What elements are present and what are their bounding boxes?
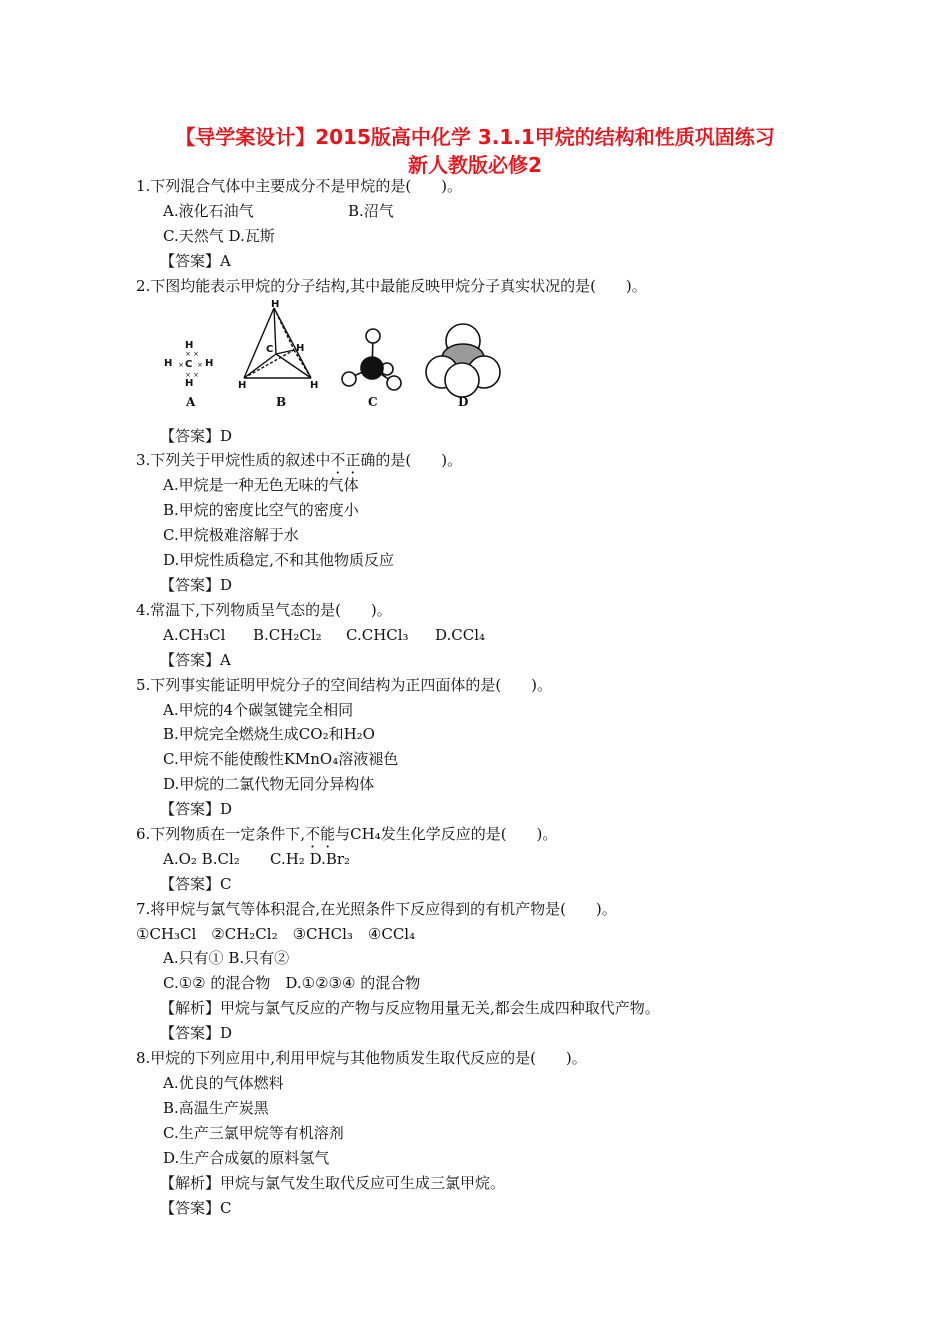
svg-text:C: C: [266, 344, 274, 355]
q4-option-c: C.CHCl₃: [346, 626, 409, 644]
q7-items: ①CH₃Cl ②CH₂Cl₂ ③CHCl₃ ④CCl₄: [136, 925, 416, 943]
question-3-stem: 3.下列关于甲烷性质的叙述中不正确的是( )。: [136, 451, 463, 469]
svg-text:H: H: [238, 380, 247, 391]
svg-text:× ×: × ×: [185, 371, 199, 379]
q1-option-cd: C.天然气 D.瓦斯: [163, 227, 275, 245]
q8-analysis: 【解析】甲烷与氯气发生取代反应可生成三氯甲烷。: [160, 1174, 506, 1192]
question-8-stem: 8.甲烷的下列应用中,利用甲烷与其他物质发生取代反应的是( )。: [136, 1049, 587, 1067]
svg-text:H: H: [310, 380, 319, 391]
svg-text:× ×: × ×: [185, 350, 199, 358]
svg-text:H: H: [185, 340, 194, 351]
figure-label-c: C: [368, 395, 378, 409]
q5-option-b: B.甲烷完全燃烧生成CO₂和H₂O: [163, 725, 375, 743]
q7-answer: 【答案】D: [160, 1024, 233, 1042]
svg-text:×: ×: [178, 361, 184, 369]
q5-option-a: A.甲烷的4个碳氢键完全相同: [163, 701, 354, 719]
figure-label-d: D: [458, 395, 469, 409]
figure-d-space-filling-model: [426, 324, 500, 397]
q4-option-a: A.CH₃Cl: [163, 626, 226, 644]
q8-option-d: D.生产合成氨的原料氢气: [163, 1149, 330, 1167]
question-2-stem: 2.下图均能表示甲烷的分子结构,其中最能反映甲烷分子真实状况的是( )。: [136, 277, 647, 295]
q5-option-c: C.甲烷不能使酸性KMnO₄溶液褪色: [163, 750, 399, 768]
svg-text:H: H: [164, 358, 173, 369]
document-title-line2: 新人教版必修2: [408, 153, 542, 177]
question-6-stem: 6.下列物质在一定条件下,不能与CH₄发生化学反应的是( )。: [136, 825, 558, 843]
q7-option-cd: C.①② 的混合物 D.①②③④ 的混合物: [163, 974, 421, 992]
q3-answer: 【答案】D: [160, 576, 233, 594]
q4-option-b: B.CH₂Cl₂: [253, 626, 322, 644]
q8-answer: 【答案】C: [160, 1199, 232, 1217]
figure-label-a: A: [186, 395, 196, 409]
q7-analysis: 【解析】甲烷与氯气反应的产物与反应物用量无关,都会生成四种取代产物。: [160, 999, 660, 1017]
q1-option-b: B.沼气: [348, 202, 394, 220]
figure-a-electron-formula: [164, 340, 213, 389]
document-title-line1: 【导学案设计】2015版高中化学 3.1.1甲烷的结构和性质巩固练习: [175, 125, 775, 149]
svg-text:H: H: [271, 299, 280, 310]
svg-text:H: H: [185, 378, 194, 389]
q3-option-b: B.甲烷的密度比空气的密度小: [163, 501, 359, 519]
q8-option-c: C.生产三氯甲烷等有机溶剂: [163, 1124, 344, 1142]
svg-text:×: ×: [197, 361, 203, 369]
question-1-stem: 1.下列混合气体中主要成分不是甲烷的是( )。: [136, 177, 463, 195]
q4-answer: 【答案】A: [160, 651, 231, 669]
q3-option-c: C.甲烷极难溶解于水: [163, 526, 299, 544]
q2-answer: 【答案】D: [160, 427, 233, 445]
q6-answer: 【答案】C: [160, 875, 232, 893]
svg-text:H: H: [296, 343, 305, 354]
q8-option-b: B.高温生产炭黑: [163, 1099, 269, 1117]
q3-option-d: D.甲烷性质稳定,不和其他物质反应: [163, 551, 395, 569]
q5-answer: 【答案】D: [160, 800, 233, 818]
q7-option-ab: A.只有① B.只有②: [163, 949, 290, 967]
question-4-stem: 4.常温下,下列物质呈气态的是( )。: [136, 601, 392, 619]
figure-label-b: B: [276, 395, 287, 409]
q1-answer: 【答案】A: [160, 252, 231, 270]
q8-option-a: A.优良的气体燃料: [163, 1074, 284, 1092]
q3-option-a: A.甲烷是一种无色无味的气体: [163, 476, 359, 494]
svg-text:C: C: [185, 359, 193, 370]
q6-option-cd: C.H₂ D.Br₂: [270, 850, 351, 868]
q4-option-d: D.CCl₄: [435, 626, 486, 644]
question-5-stem: 5.下列事实能证明甲烷分子的空间结构为正四面体的是( )。: [136, 676, 553, 694]
q5-option-d: D.甲烷的二氯代物无同分异构体: [163, 775, 375, 793]
methane-structure-figures: [158, 296, 518, 416]
question-7-stem: 7.将甲烷与氯气等体积混合,在光照条件下反应得到的有机产物是( )。: [136, 900, 617, 918]
q1-option-a: A.液化石油气: [163, 202, 254, 220]
figure-c-ball-stick-model: [342, 329, 401, 390]
svg-text:H: H: [205, 358, 214, 369]
q6-option-ab: A.O₂ B.Cl₂: [163, 850, 240, 868]
